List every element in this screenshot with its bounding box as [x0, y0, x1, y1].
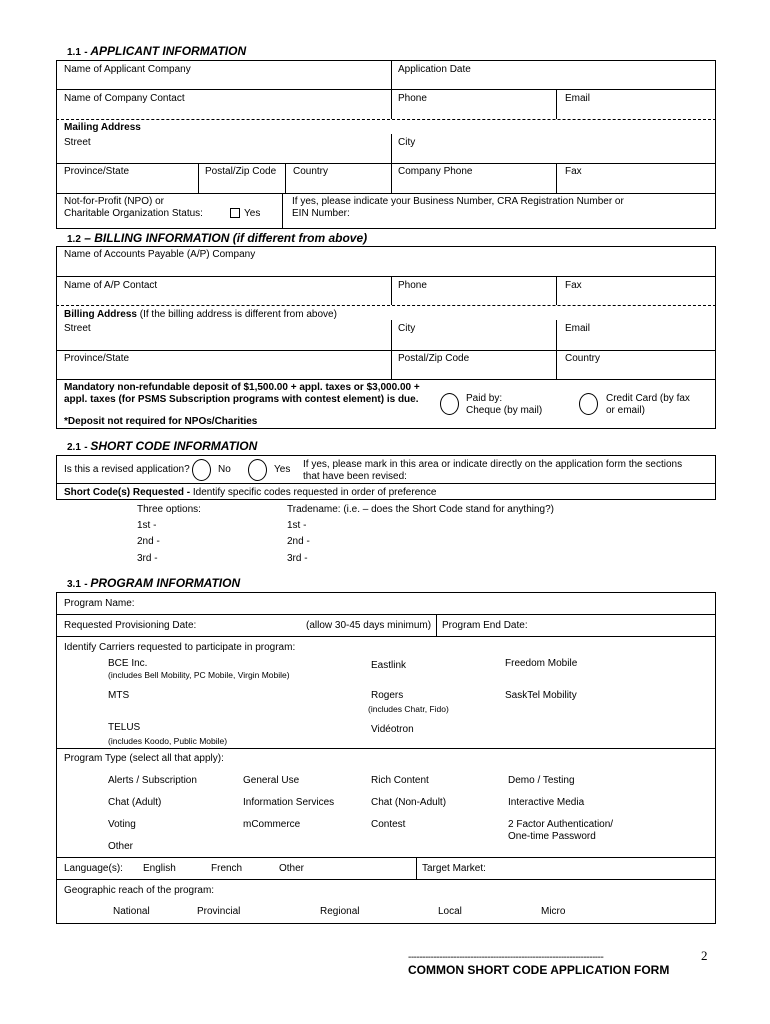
- program-type-label: Program Type (select all that apply):: [64, 753, 224, 764]
- carrier-telus: TELUS: [108, 722, 141, 733]
- mailing-address-label: Mailing Address: [64, 122, 141, 133]
- carrier-sasktel: SaskTel Mobility: [505, 690, 577, 701]
- section-1-1-heading: 1.1 - APPLICANT INFORMATION: [67, 44, 247, 58]
- type-demo: Demo / Testing: [508, 775, 575, 786]
- npo-yes-checkbox[interactable]: [230, 208, 240, 218]
- revised-question: Is this a revised application?: [64, 464, 190, 475]
- type-rich: Rich Content: [371, 775, 429, 786]
- program-end-date-label: Program End Date:: [442, 620, 528, 631]
- type-other: Other: [108, 841, 134, 852]
- type-2fa-line1: 2 Factor Authentication/: [508, 819, 614, 830]
- billing-address-note: (If the billing address is different from above): [139, 309, 337, 320]
- section-title: BILLING INFORMATION (if different from above): [94, 231, 368, 245]
- section-title: PROGRAM INFORMATION: [90, 576, 241, 590]
- section-2-1-heading: 2.1 - SHORT CODE INFORMATION: [67, 439, 258, 453]
- carrier-bce-note: (includes Bell Mobility, PC Mobile, Virgin Mobile): [108, 670, 290, 680]
- short-codes-requested-label: Short Code(s) Requested: [64, 487, 185, 498]
- short-codes-requested-row: Short Code(s) Requested - Identify specific codes requested in order of preference: [64, 487, 437, 498]
- deposit-exemption-note: *Deposit not required for NPOs/Charities: [64, 416, 258, 427]
- billing-province-label: Province/State: [64, 353, 130, 364]
- section-number: 1.1: [67, 47, 81, 58]
- country-label: Country: [293, 166, 329, 177]
- geographic-reach-label: Geographic reach of the program:: [64, 885, 215, 896]
- type-alerts: Alerts / Subscription: [108, 775, 197, 786]
- carrier-rogers: Rogers: [371, 690, 404, 701]
- credit-card-label-line2: or email): [606, 405, 645, 416]
- type-2fa-line2: One-time Password: [508, 831, 596, 842]
- ap-contact-label: Name of A/P Contact: [64, 280, 158, 291]
- type-general: General Use: [243, 775, 300, 786]
- tradename-3rd: 3rd -: [287, 553, 308, 564]
- revised-no-label: No: [218, 464, 231, 475]
- billing-phone-label: Phone: [398, 280, 427, 291]
- deposit-note-line2: appl. taxes (for PSMS Subscription programs with contest element) is due.: [64, 394, 419, 405]
- section-title: APPLICANT INFORMATION: [90, 44, 247, 58]
- company-phone-label: Company Phone: [398, 166, 473, 177]
- phone-label: Phone: [398, 93, 427, 104]
- cheque-radio[interactable]: [440, 393, 459, 415]
- carrier-bce: BCE Inc.: [108, 658, 148, 669]
- reach-local: Local: [438, 906, 462, 917]
- billing-fax-label: Fax: [565, 280, 582, 291]
- reach-micro: Micro: [541, 906, 566, 917]
- provisioning-allow-note: (allow 30-45 days minimum): [306, 620, 432, 631]
- paid-by-label: Paid by:: [466, 393, 503, 404]
- deposit-note-line1: Mandatory non-refundable deposit of $1,500.00 + appl. taxes or $3,000.00 +: [64, 382, 420, 393]
- tradename-1st: 1st -: [287, 520, 307, 531]
- provisioning-date-label: Requested Provisioning Date:: [64, 620, 197, 631]
- language-english: English: [143, 863, 176, 874]
- revised-no-radio[interactable]: [192, 459, 211, 481]
- ifyes-note-line1: If yes, please indicate your Business Number, CRA Registration Number or: [292, 196, 624, 207]
- footer-rule: ---------------------------------------------------------------------: [408, 952, 604, 963]
- page-number: 2: [701, 948, 708, 963]
- revised-sections-note-line2: that have been revised:: [303, 471, 407, 482]
- ap-company-label: Name of Accounts Payable (A/P) Company: [64, 249, 256, 260]
- option-1st: 1st -: [137, 520, 157, 531]
- carrier-rogers-note: (includes Chatr, Fido): [368, 704, 449, 714]
- email-label: Email: [565, 93, 591, 104]
- type-chat-adult: Chat (Adult): [108, 797, 162, 808]
- three-options-label: Three options:: [137, 504, 201, 515]
- language-french: French: [211, 863, 243, 874]
- carrier-freedom: Freedom Mobile: [505, 658, 578, 669]
- billing-address-label: Billing Address: [64, 309, 137, 320]
- billing-postal-label: Postal/Zip Code: [398, 353, 470, 364]
- applicant-company-label: Name of Applicant Company: [64, 64, 191, 75]
- credit-card-radio[interactable]: [579, 393, 598, 415]
- carrier-telus-note: (includes Koodo, Public Mobile): [108, 736, 228, 746]
- type-voting: Voting: [108, 819, 136, 830]
- tradename-label: Tradename: (i.e. – does the Short Code stand for anything?): [287, 504, 555, 515]
- carrier-mts: MTS: [108, 690, 130, 701]
- npo-label-line2: Charitable Organization Status:: [64, 208, 203, 219]
- billing-email-label: Email: [565, 323, 591, 334]
- credit-card-label-line1: Credit Card (by fax: [606, 393, 690, 404]
- fax-label: Fax: [565, 166, 582, 177]
- reach-regional: Regional: [320, 906, 360, 917]
- type-info: Information Services: [243, 797, 335, 808]
- reach-provincial: Provincial: [197, 906, 241, 917]
- program-name-label: Program Name:: [64, 598, 135, 609]
- form-title: COMMON SHORT CODE APPLICATION FORM: [408, 963, 670, 977]
- billing-country-label: Country: [565, 353, 601, 364]
- npo-label-line1: Not-for-Profit (NPO) or: [64, 196, 165, 207]
- type-chat-non-adult: Chat (Non-Adult): [371, 797, 447, 808]
- ifyes-note-line2: EIN Number:: [292, 208, 350, 219]
- type-mcommerce: mCommerce: [243, 819, 301, 830]
- npo-yes-label: Yes: [244, 208, 261, 219]
- province-label: Province/State: [64, 166, 130, 177]
- billing-city-label: City: [398, 323, 416, 334]
- languages-label: Language(s):: [64, 863, 123, 874]
- type-interactive: Interactive Media: [508, 797, 585, 808]
- target-market-label: Target Market:: [422, 863, 486, 874]
- billing-street-label: Street: [64, 323, 91, 334]
- revised-yes-radio[interactable]: [248, 459, 267, 481]
- carrier-videotron: Vidéotron: [371, 724, 414, 735]
- section-number: 1.2: [67, 234, 81, 245]
- section-title: SHORT CODE INFORMATION: [90, 439, 258, 453]
- type-contest: Contest: [371, 819, 406, 830]
- section-number: 2.1: [67, 442, 81, 453]
- revised-sections-note-line1: If yes, please mark in this area or indicate directly on the application form the sections: [303, 459, 683, 470]
- reach-national: National: [113, 906, 150, 917]
- cheque-label: Cheque (by mail): [466, 405, 543, 416]
- postal-label: Postal/Zip Code: [205, 166, 277, 177]
- section-number: 3.1: [67, 579, 81, 590]
- street-label: Street: [64, 137, 91, 148]
- tradename-2nd: 2nd -: [287, 536, 310, 547]
- language-other: Other: [279, 863, 305, 874]
- option-2nd: 2nd -: [137, 536, 160, 547]
- carriers-label: Identify Carriers requested to participate in program:: [64, 642, 296, 653]
- billing-address-row: [64, 309, 337, 320]
- carrier-eastlink: Eastlink: [371, 660, 407, 671]
- section-3-1-heading: 3.1 - PROGRAM INFORMATION: [67, 576, 241, 590]
- city-label: City: [398, 137, 416, 148]
- section-1-2-heading: 1.2 – BILLING INFORMATION (if different from above): [67, 231, 368, 245]
- short-codes-requested-note: Identify specific codes requested in order of preference: [192, 487, 437, 498]
- revised-yes-label: Yes: [274, 464, 291, 475]
- application-date-label: Application Date: [398, 64, 471, 75]
- company-contact-label: Name of Company Contact: [64, 93, 185, 104]
- option-3rd: 3rd -: [137, 553, 158, 564]
